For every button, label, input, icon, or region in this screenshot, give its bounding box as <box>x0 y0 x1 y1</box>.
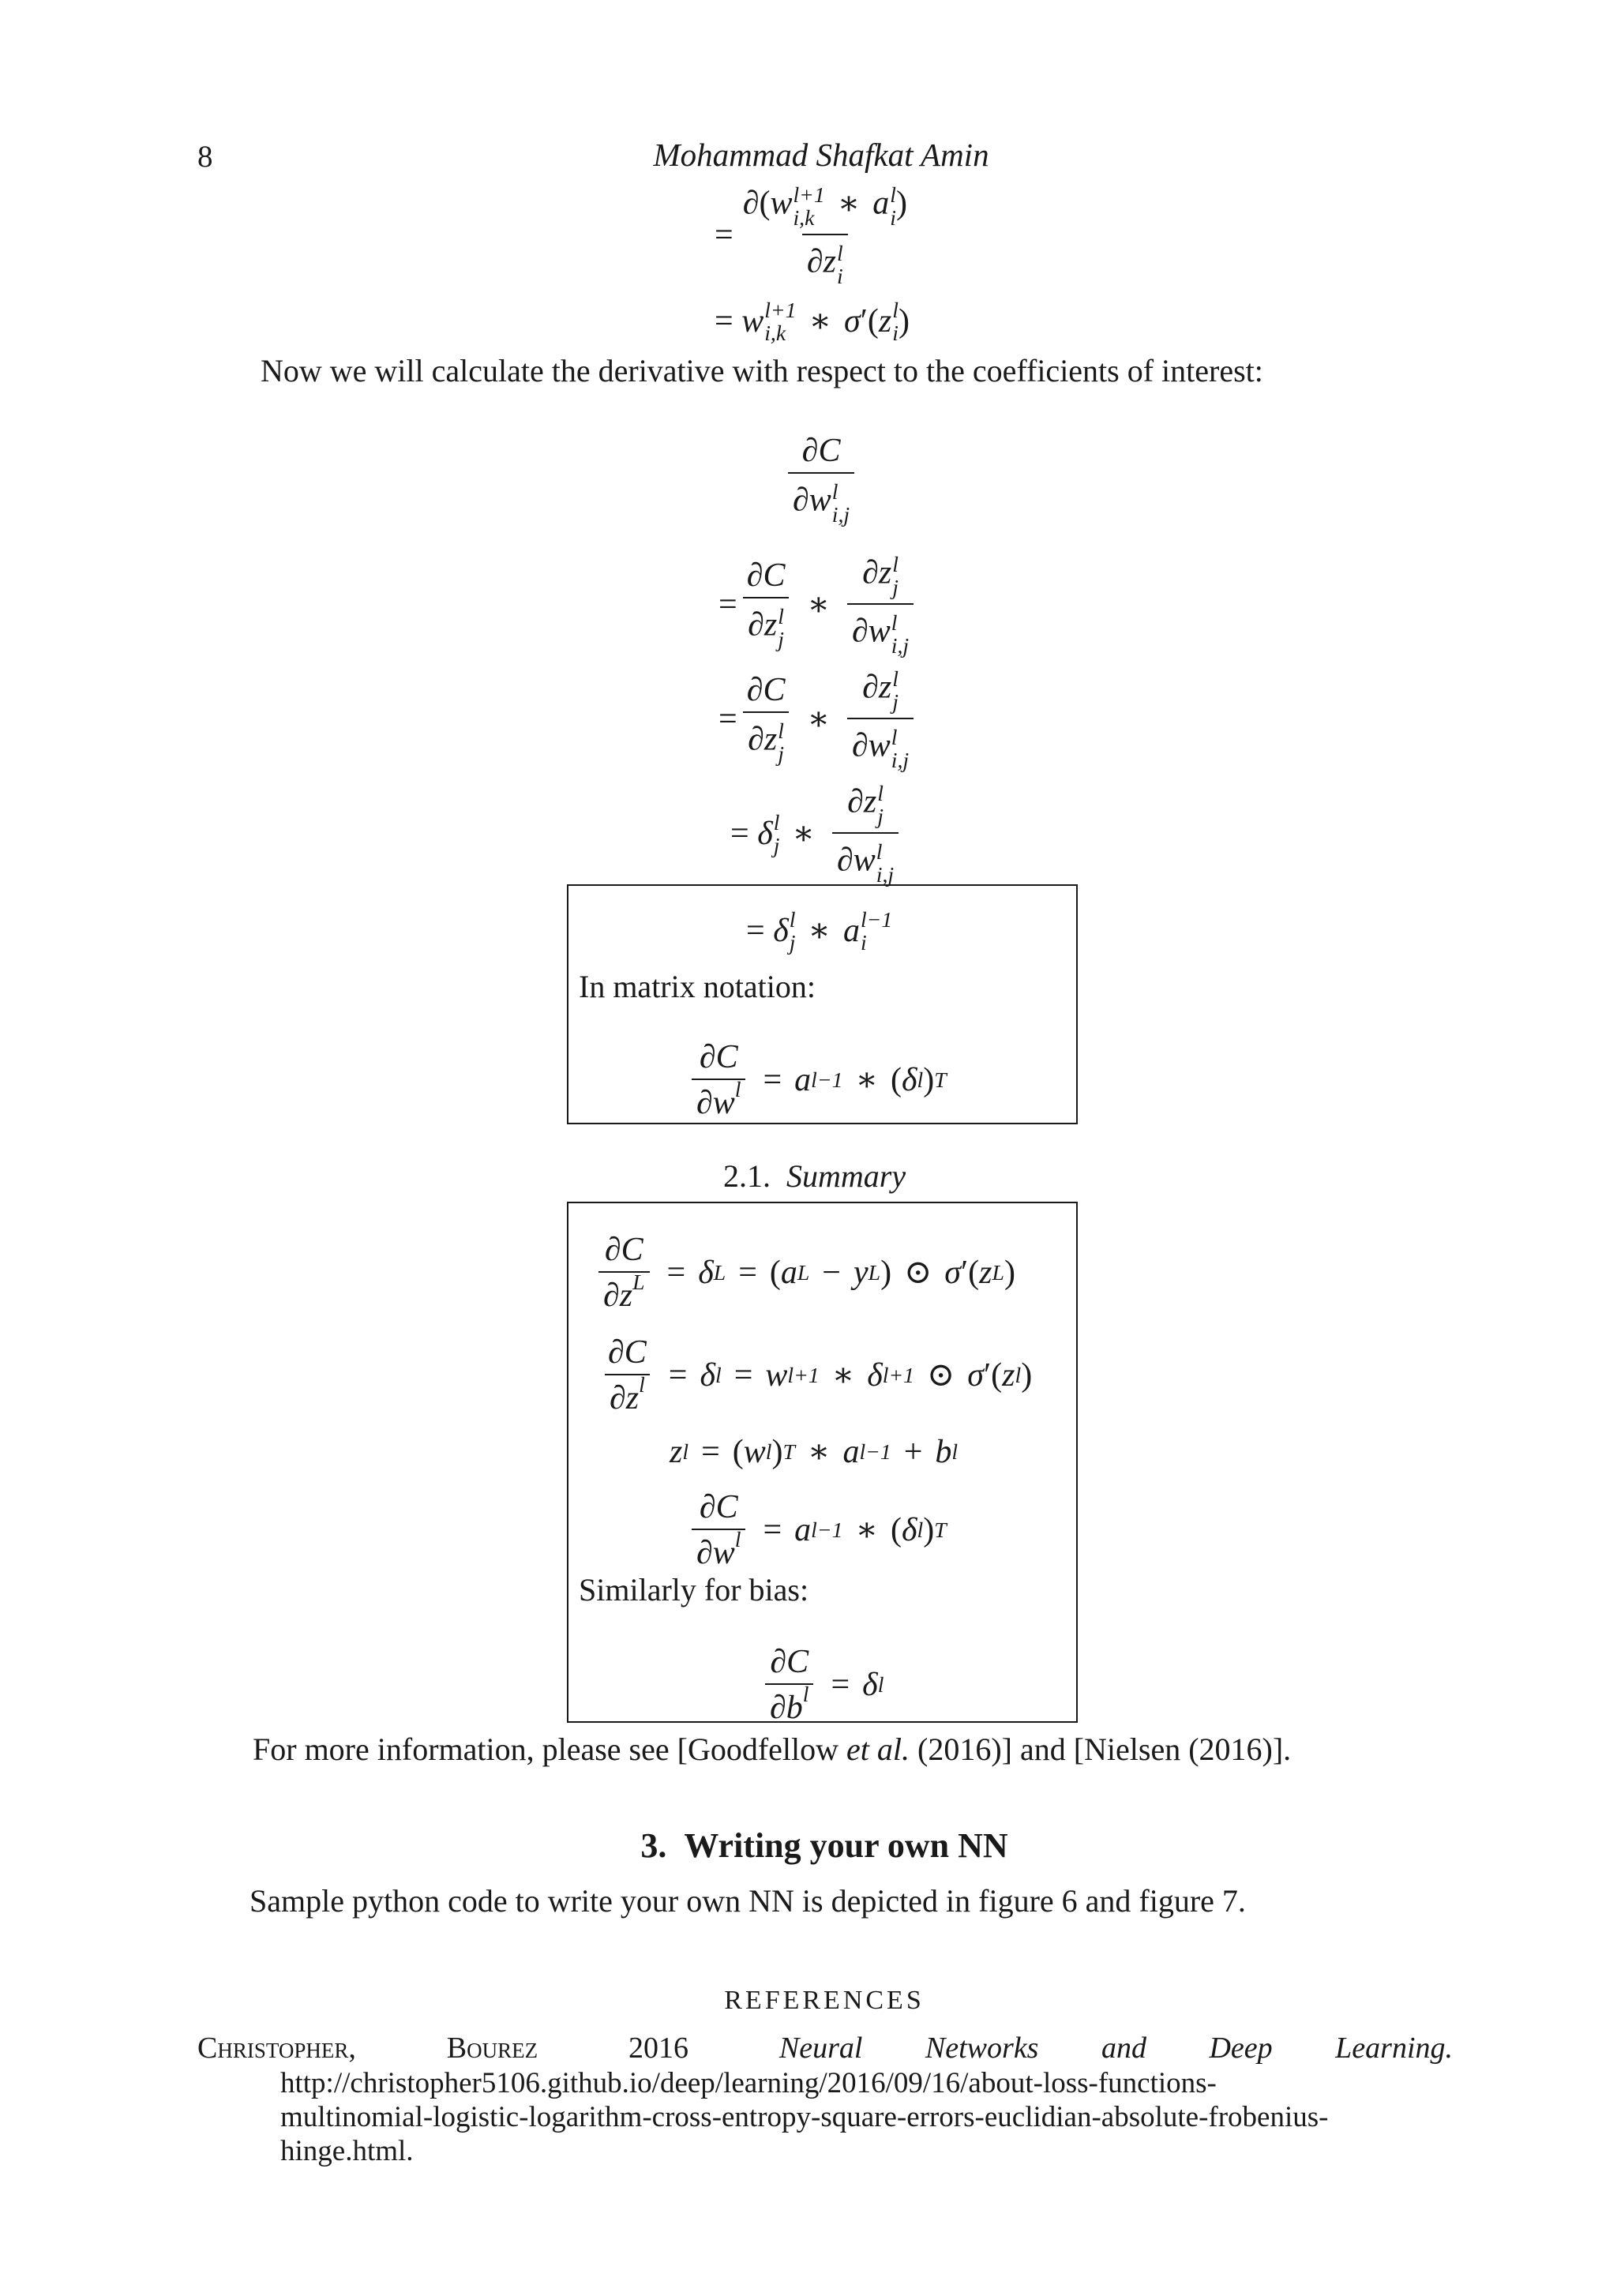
more-information-paragraph <box>253 1731 1291 1768</box>
section-body: Sample python code to write your own NN is depicted in figure 6 and figure 7. <box>249 1883 1246 1919</box>
matrix-notation-label: In matrix notation: <box>579 969 816 1004</box>
equation-delta-dz-dw: = δ l j ∗ ∂z l j ∂w l i,j <box>730 782 903 886</box>
equation-chain-rule-1: = ∂C ∂z l j ∗ ∂z l j ∂w l i,j <box>718 553 918 657</box>
equation-partial-wa: = ∂(w l+1 i,k ∗ a l i ) ∂z l i <box>715 182 907 289</box>
equation-matrix-weights: $\frac{\partial C}{\partial w^l}$ = a l−1 ∗ ( δ l ) T <box>687 1041 947 1120</box>
equation-output-error: $\frac{\partial C}{\partial z^L}$ = δ L = ( a L − y L ) ⊙ σ ′( z L ) <box>594 1233 1015 1312</box>
equation-preactivation: z l = ( w l ) T ∗ a l−1 + b l <box>670 1434 959 1470</box>
section-heading <box>640 1825 1007 1866</box>
reference-title: Neural Networks and Deep Learning. <box>778 2032 1453 2065</box>
intro-paragraph: Now we will calculate the derivative with respect to the coefficients of interest: <box>261 353 1263 388</box>
running-head-author: Mohammad Shafkat Amin <box>653 137 989 173</box>
reference-entry <box>197 2031 1453 2065</box>
equation-weight-gradient: $\frac{\partial C}{\partial w^l}$ = a l−1 ∗ ( δ l ) T <box>687 1491 947 1570</box>
reference-url-line-2: multinomial-logistic-logarithm-cross-entropy-square-errors-euclidian-absolute-frobenius- <box>280 2101 1329 2133</box>
references-heading: REFERENCES <box>724 1986 925 2015</box>
section-title: Writing your own NN <box>684 1826 1008 1865</box>
equation-delta-a: = δ l j ∗ a l−1 i <box>746 907 893 955</box>
subsection-title: Summary <box>786 1158 906 1194</box>
equation-w-sigma: = w l+1 i,k ∗ σ ′( z l i ) <box>715 298 910 346</box>
equation-bias-gradient: $\frac{\partial C}{\partial b^l}$ = δ l <box>760 1645 884 1724</box>
more-info-etal: et al. <box>846 1731 910 1767</box>
reference-url-line-3: hinge.html. <box>280 2135 414 2167</box>
more-info-suffix: (2016)] and [Nielsen (2016)]. <box>910 1731 1292 1767</box>
reference-year: 2016 <box>628 2032 688 2065</box>
equation-hidden-error: $\frac{\partial C}{\partial z^l}$ = δ l = w l+1 ∗ δ l+1 ⊙ σ ′( z l ) <box>598 1336 1032 1415</box>
equation-chain-rule-2: = ∂C ∂z l j ∗ ∂z l j ∂w l i,j <box>718 667 918 771</box>
subsection-heading <box>723 1157 906 1195</box>
subsection-number: 2.1. <box>723 1158 771 1194</box>
reference-author-second: Bourez <box>446 2032 538 2065</box>
bias-label: Similarly for bias: <box>579 1572 809 1608</box>
reference-author-first: Christopher, <box>197 2032 356 2065</box>
page-number: 8 <box>197 140 213 174</box>
more-info-prefix: For more information, please see [Goodfellow <box>253 1731 847 1767</box>
equation-dC-dw: ∂C ∂w l i,j <box>783 434 859 526</box>
reference-url-line-1: http://christopher5106.github.io/deep/learning/2016/09/16/about-loss-functions- <box>280 2067 1217 2099</box>
section-number: 3. <box>640 1826 667 1865</box>
